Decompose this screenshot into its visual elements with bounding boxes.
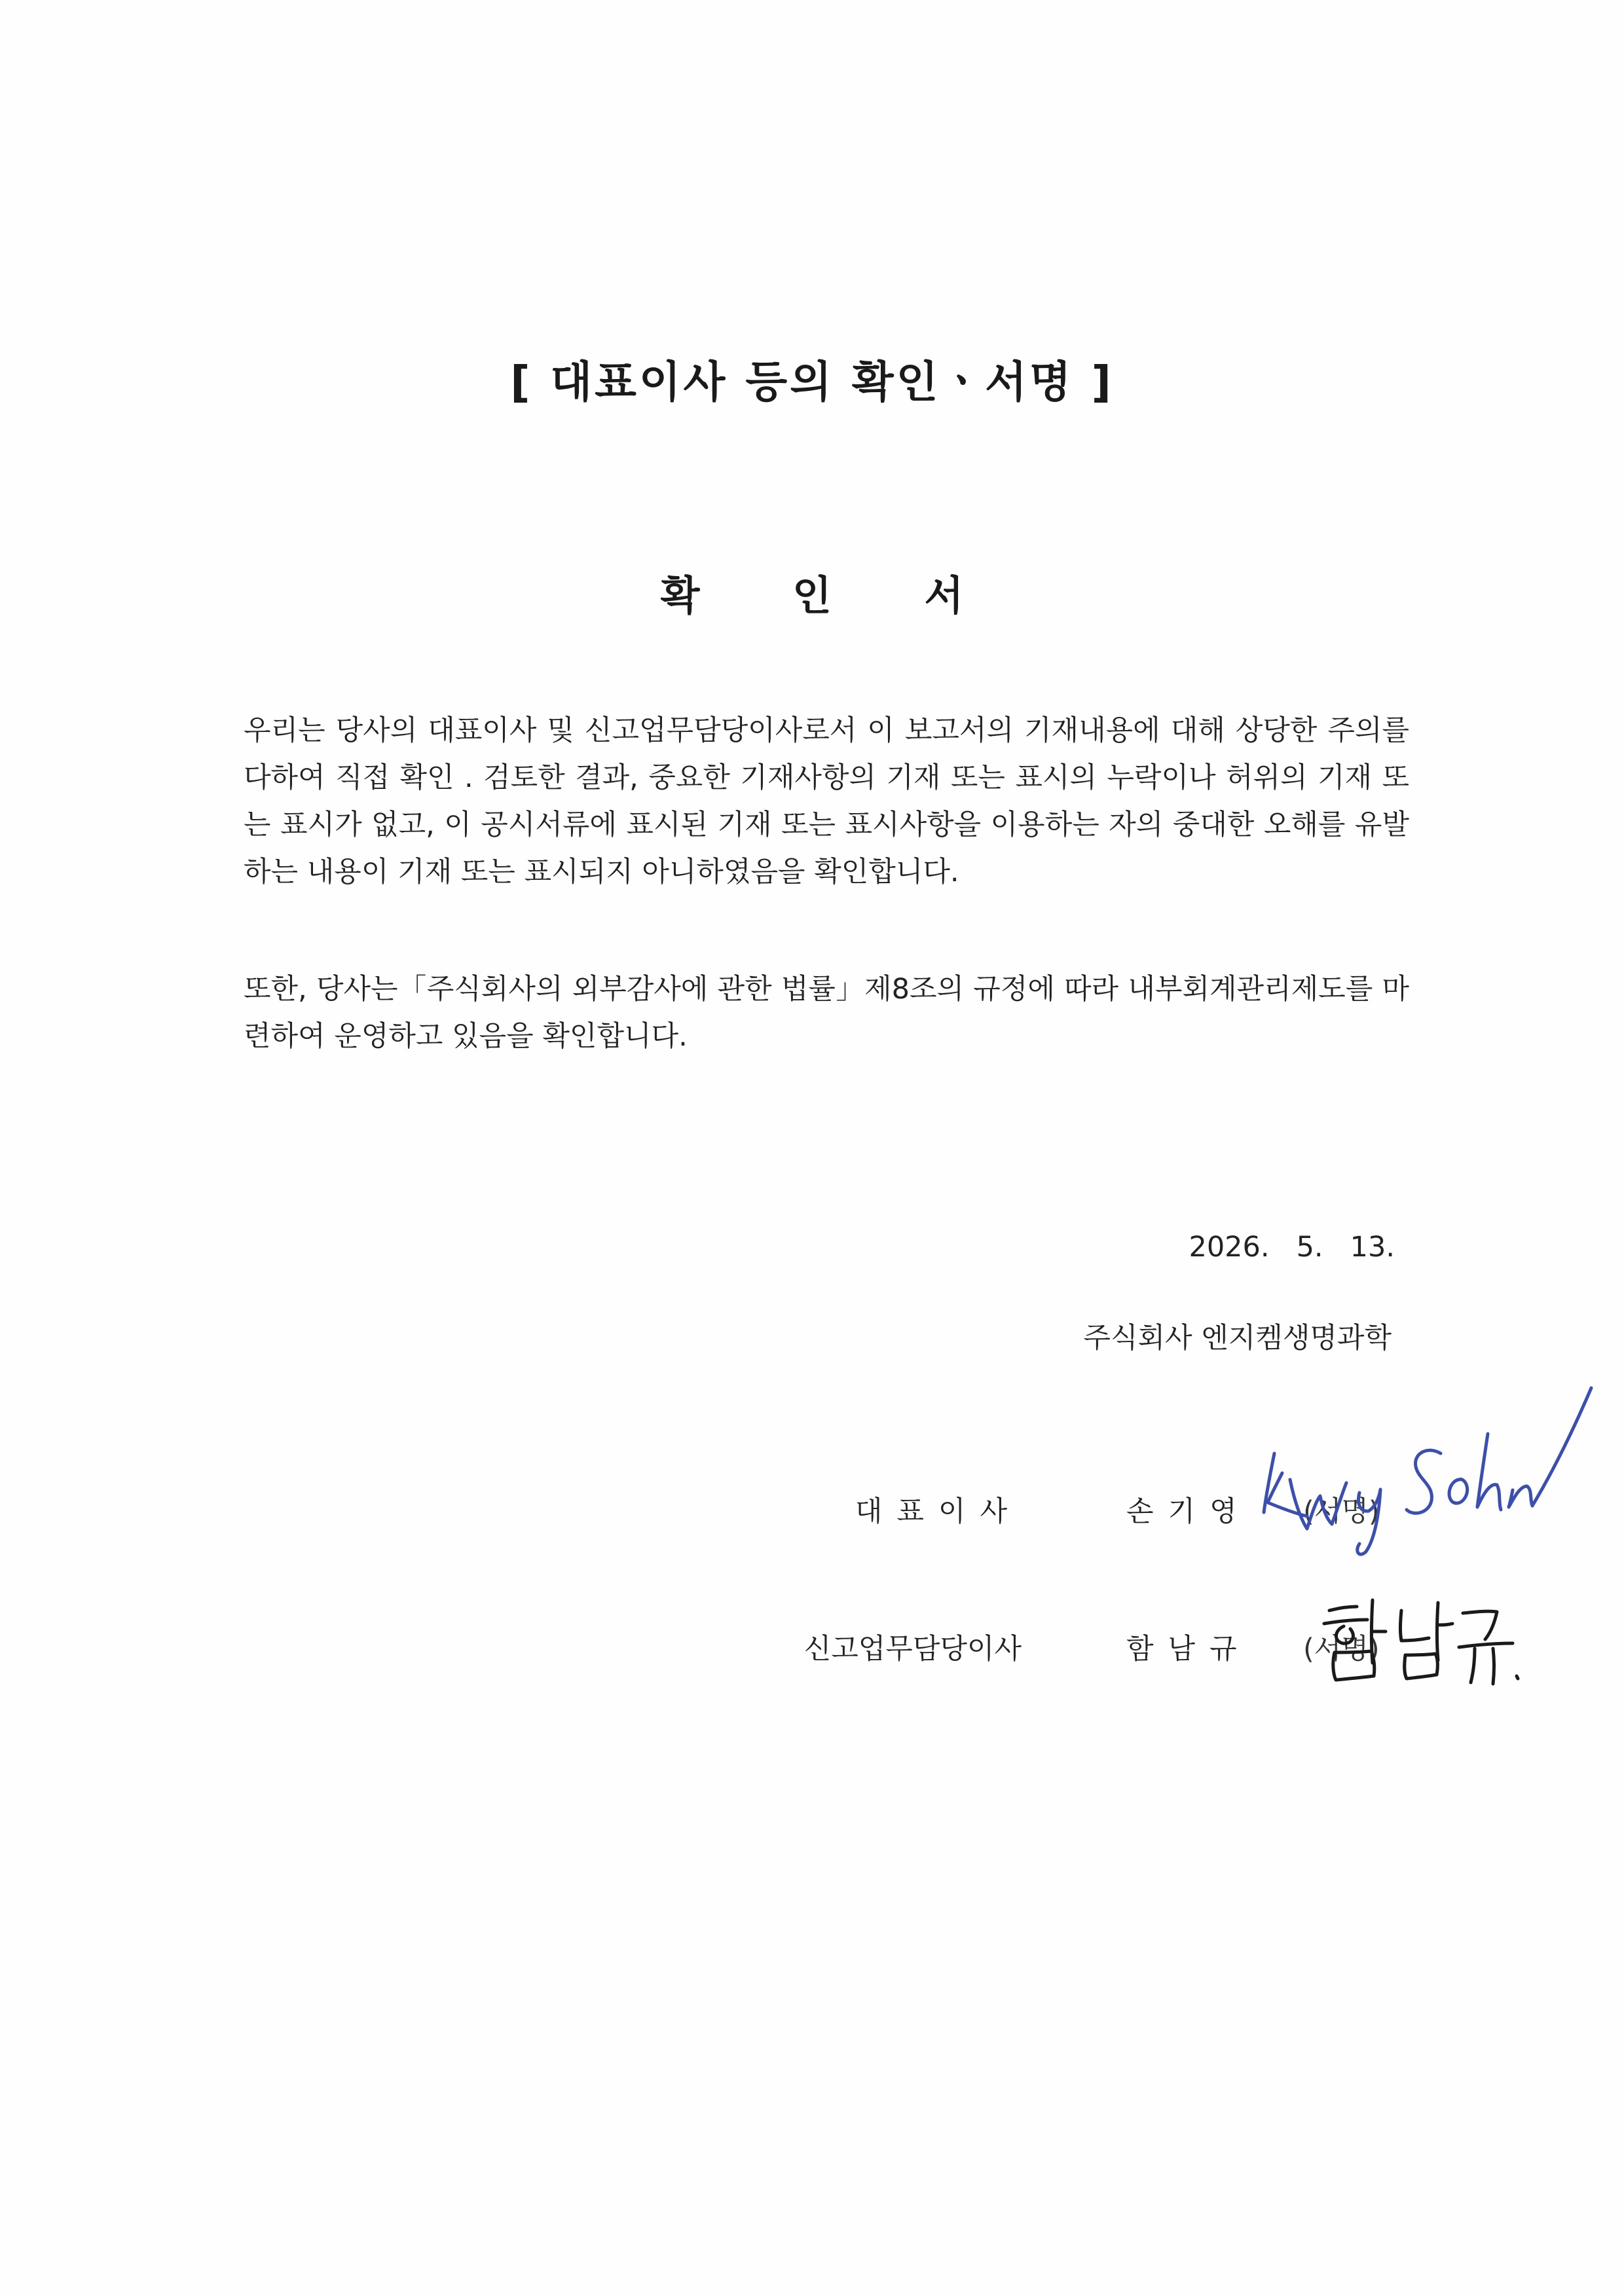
signer-role: 신고업무담당이사 xyxy=(803,1633,1022,1666)
signature-label: (서명) xyxy=(1303,1633,1380,1666)
confirmation-paragraph: 우리는 당사의 대표이사 및 신고업무담당이사로서 이 보고서의 기재내용에 대해 상당한 주의를 다하여 직접 확인 . 검토한 결과, 중요한 기재사항의 기재 또는 표시의 누락이나 허위의 기재 또는 표시가 없고, 이 공시서류에 표시된 기재 또는 표시사항을 이용하는 자의 중대한 오해를 유발하는 내용이 기재 또는 표시되지 아니하였음을 확인합니다. xyxy=(244,714,1409,888)
company-name: 주식회사 엔지켐생명과학 xyxy=(1083,1322,1392,1355)
ceo-handwritten-signature xyxy=(1244,1362,1611,1571)
signature-label: (서명) xyxy=(1303,1495,1380,1528)
signer-name: 함남규 xyxy=(1126,1633,1251,1666)
internal-control-paragraph: 또한, 당사는「주식회사의 외부감사에 관한 법률」제8조의 규정에 따라 내부회계관리제도를 마련하여 운영하고 있음을 확인합니다. xyxy=(244,973,1409,1053)
document-date: 2026. 5. 13. xyxy=(1189,1231,1395,1264)
signer-row-disclosure-officer xyxy=(0,1627,1624,1673)
document-heading: [ 대표이사 등의 확인ㆍ서명 ] xyxy=(510,357,1114,407)
document-subtitle: 확 인 서 xyxy=(660,572,1003,619)
signer-role: 대표이사 xyxy=(855,1495,1022,1528)
signer-name: 손기영 xyxy=(1126,1495,1251,1528)
signer-row-ceo xyxy=(0,1489,1624,1535)
